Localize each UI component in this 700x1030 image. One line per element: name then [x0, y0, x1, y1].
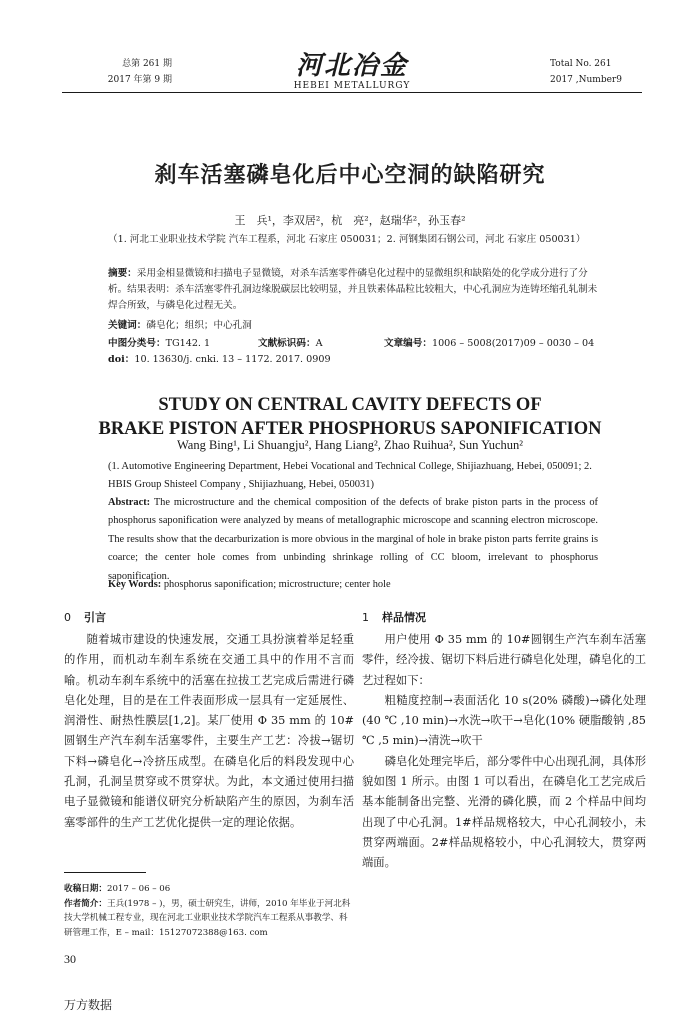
body-column-right [362, 608, 646, 874]
code-label: 文献标识码： [258, 338, 316, 349]
journal-name-en: HEBEI METALLURGY [293, 81, 411, 91]
footnote-divider [64, 872, 146, 873]
year-issue-zh: 2017 年第 9 期 [107, 75, 172, 85]
authors-en: Wang Bing¹, Li Shuangju², Hang Liang², Zhao Ruihua², Sun Yuchun² [176, 438, 524, 452]
watermark: 万方数据 [64, 998, 113, 1012]
samples-paragraph-3: 磷皂化处理完毕后，部分零件中心出现孔洞，具体形貌如图 1 所示。由图 1 可以看出，在磷皂化工艺完成后基本能制备出完整、光滑的磷化膜，而 2 个样品中间均出现了中心孔洞。1#样品规格较大，中心孔洞较小，未贯穿两端面。2#样品规格较小，中心孔洞较大，贯穿两端面。 [362, 754, 646, 870]
body-column-left [64, 608, 354, 833]
abstract-zh-label: 摘要： [108, 268, 137, 279]
document-code [258, 336, 323, 352]
clc-value: TG142. 1 [165, 338, 211, 349]
keywords-en-label: Key Words: [108, 579, 162, 590]
keywords-zh [108, 318, 598, 334]
article-number [384, 336, 594, 352]
received-label: 收稿日期： [64, 884, 107, 894]
authors-zh: 王 兵¹，李双居²，杭 亮²，赵瑞华²，孙玉春² [234, 214, 466, 227]
affiliation-zh: （1. 河北工业职业技术学院 汽车工程系，河北 石家庄 050031；2. 河钢集团石钢公司，河北 石家庄 050031） [108, 234, 586, 245]
affiliation-en: (1. Automotive Engineering Department, Hebei Vocational and Technical College, Shijiazhuang, Hebei, 050091; 2. HBIS Group Shisteel Company , Shijiazhuang, Hebei, 050031) [108, 461, 592, 490]
samples-paragraph-1: 用户使用 Φ 35 mm 的 10#圆钢生产汽车刹车活塞零件，经冷拔、锯切下料后进行磷皂化处理，磷皂化的工艺过程如下： [362, 633, 646, 687]
article-title-en-line2: BRAKE PISTON AFTER PHOSPHORUS SAPONIFICATION [98, 419, 602, 439]
author-bio-label: 作者简介： [64, 898, 107, 909]
keywords-zh-label: 关键词： [108, 320, 147, 331]
journal-masthead [252, 52, 452, 92]
section-heading-introduction [64, 608, 354, 628]
code-value: A [315, 338, 323, 349]
article-value: 1006 – 5008(2017)09 – 0030 – 04 [431, 338, 595, 349]
article-title-en [0, 393, 700, 441]
header-divider [62, 92, 642, 93]
article-label: 文章编号： [384, 338, 432, 349]
page-number: 30 [64, 952, 76, 966]
keywords-zh-text: 磷皂化；组织；中心孔洞 [146, 320, 252, 331]
abstract-zh-text: 采用金相显微镜和扫描电子显微镜，对杀车活塞零件磷皂化过程中的显微组织和缺陷处的化学成分进行了分析。结果表明：杀车活塞零件孔洞边缘脱碳层比较明显，并且铁素体晶粒比较粗大，中心孔洞应为连铸坯缩孔轧制未焊合所致，与磷皂化过程无关。 [108, 268, 598, 311]
section-title: 引言 [84, 611, 106, 624]
total-issue-en: Total No. 261 [550, 59, 612, 69]
section-number: 0 [64, 611, 71, 624]
introduction-paragraph: 随着城市建设的快速发展，交通工具扮演着举足轻重的作用，而机动车刹车系统在交通工具中的作用不言而喻。机动车刹车系统中的活塞在拉拔工艺完成后需进行磷皂化处理，目的是在工件表面形成一层具有一定延展性、润滑性、耐热性膜层[1,2]。某厂使用 Φ 35 mm 的 10#圆钢生产汽车刹车活塞零件，主要生产工艺：冷拔→锯切下料→磷皂化→冷挤压成型。在磷皂化后的料段发现中心孔洞，孔洞呈贯穿或不贯穿状。为此，本文通过使用扫描电子显微镜和能谱仪研究分析缺陷产生的原因，为刹车活塞零部件的生产工艺优化提供一定的理论依据。 [64, 633, 354, 829]
total-issue-zh: 总第 261 期 [122, 59, 172, 69]
doi-label: doi： [108, 354, 135, 365]
journal-logo: 河北冶金 [295, 51, 408, 81]
abstract-en [108, 494, 598, 586]
received-date [64, 882, 354, 897]
section-number: 1 [362, 611, 369, 624]
clc-number [108, 336, 210, 352]
samples-paragraph-2: 粗糙度控制→表面活化 10 s(20% 磷酸)→磷化处理(40 ℃ ,10 min)→水洗→吹干→皂化(10% 硬脂酸钠 ,85 ℃ ,5 min)→清洗→吹干 [362, 693, 646, 748]
author-bio [64, 897, 354, 941]
section-heading-samples [362, 608, 646, 628]
article-title-en-line1: STUDY ON CENTRAL CAVITY DEFECTS OF [158, 395, 542, 415]
abstract-zh [108, 266, 598, 314]
abstract-en-label: Abstract: [108, 497, 151, 508]
issue-info-left [62, 56, 172, 88]
keywords-en-text: phosphorus saponification; microstructure; center hole [161, 579, 391, 590]
journal-header [62, 51, 642, 96]
footnote [64, 882, 354, 940]
clc-label: 中图分类号： [108, 338, 166, 349]
keywords-en [108, 576, 598, 594]
year-issue-en: 2017 ,Number9 [550, 75, 622, 85]
article-title-zh: 刹车活塞磷皂化后中心空洞的缺陷研究 [154, 163, 546, 188]
section-title: 样品情况 [382, 611, 426, 624]
doi-value: 10. 13630/j. cnki. 13 – 1172. 2017. 0909 [134, 354, 331, 365]
received-value: 2017 – 06 – 06 [106, 884, 171, 894]
issue-info-right [532, 56, 642, 88]
author-bio-text: 王兵(1978 – )，男，硕士研究生，讲师，2010 年毕业于河北科技大学机械工程专业，现在河北工业职业技术学院汽车工程系从事教学、科研管理工作，E – mail：15127072388@163. com [64, 898, 351, 938]
abstract-en-text: The microstructure and the chemical composition of the defects of brake piston parts in the process of phosphorus saponification were analyzed by means of metallographic microscope and scanning electron microscope. The results show that the decarburization is more obvious in the marginal of hole in brake piston parts ferrite grains is coarce; the center hole comes from unbinding shrinkage rolling of CC bloom, irrelevant to phosphorus saponification. [108, 497, 598, 582]
doi-line [108, 352, 598, 368]
